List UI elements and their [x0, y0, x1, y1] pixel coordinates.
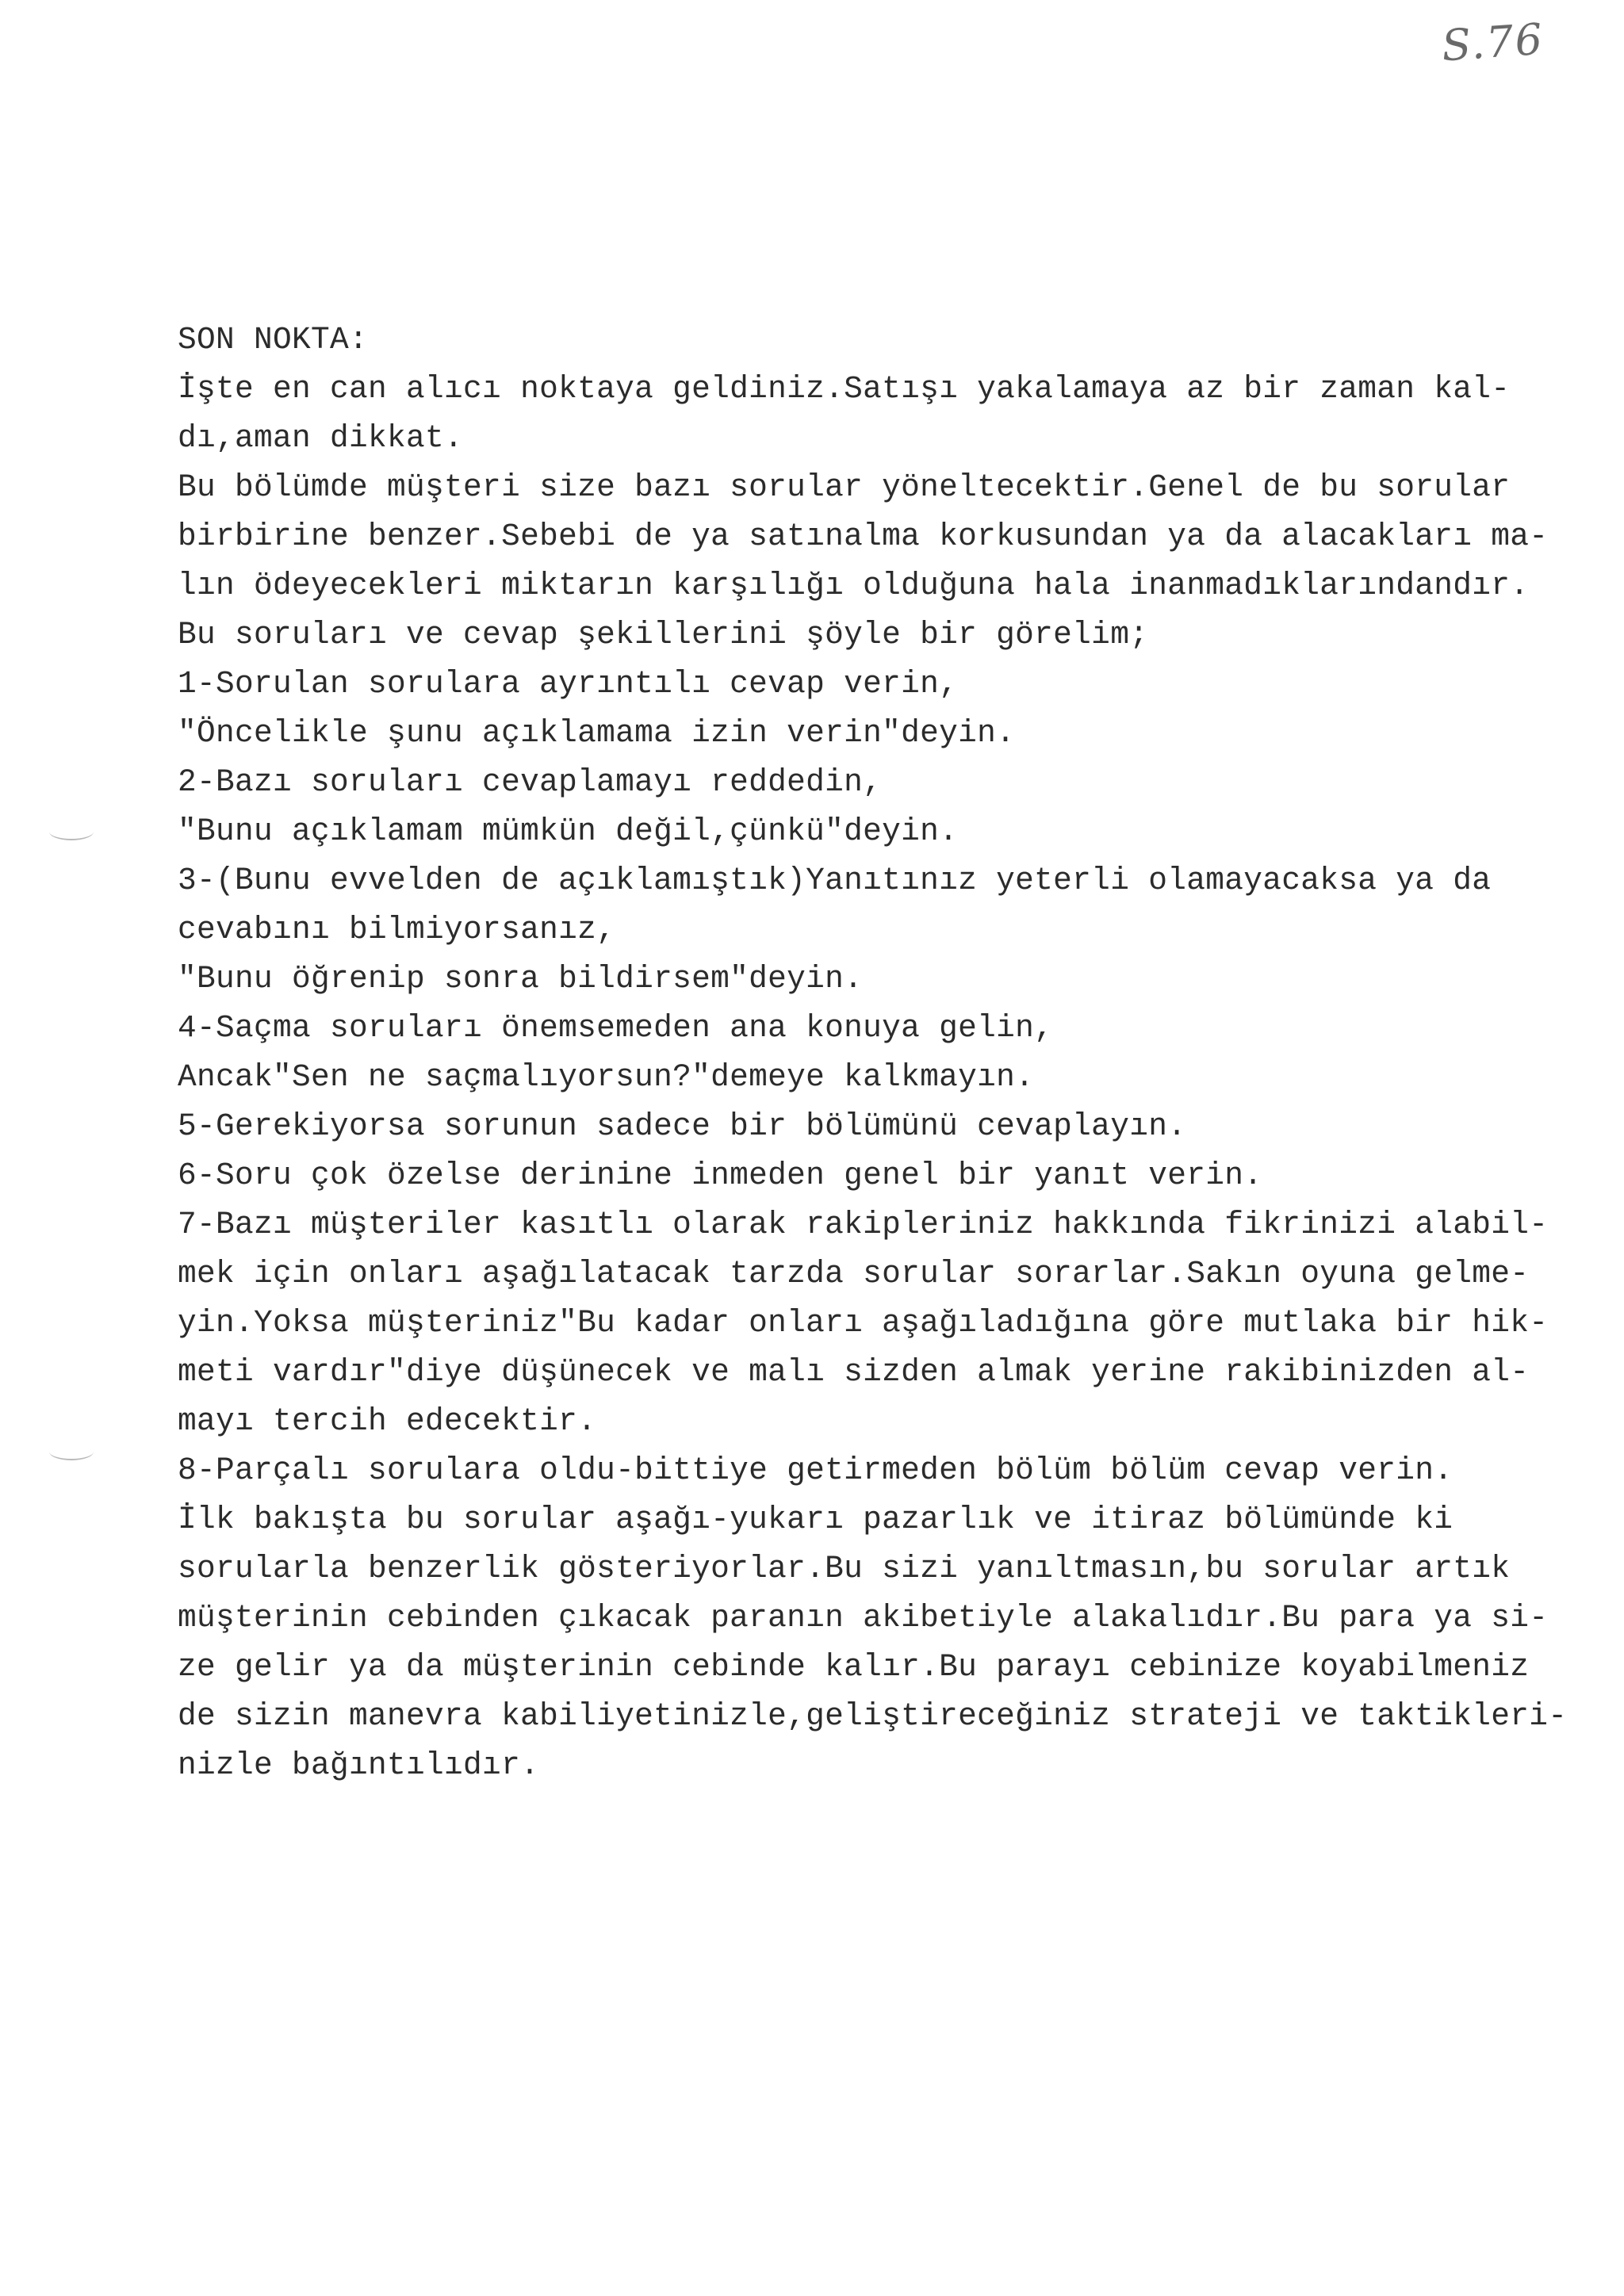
text-line: "Bunu öğrenip sonra bildirsem"deyin.: [178, 961, 864, 997]
text-line: de sizin manevra kabiliyetinizle,geliştireceğiniz strateji ve taktikleri-: [178, 1698, 1568, 1734]
text-line: meti vardır"diye düşünecek ve malı sizden almak yerine rakibinizden al-: [178, 1354, 1530, 1390]
text-line: 6-Soru çok özelse derinine inmeden genel bir yanıt verin.: [178, 1158, 1263, 1193]
text-line: İlk bakışta bu sorular aşağı-yukarı pazarlık ve itiraz bölümünde ki: [178, 1502, 1454, 1537]
text-line: 4-Saçma soruları önemsemeden ana konuya gelin,: [178, 1010, 1054, 1046]
text-line: 2-Bazı soruları cevaplamayı reddedin,: [178, 764, 883, 800]
text-line: sorularla benzerlik gösteriyorlar.Bu sizi yanıltmasın,bu sorular artık: [178, 1551, 1511, 1586]
text-line: "Bunu açıklamam mümkün değil,çünkü"deyin.: [178, 813, 959, 849]
section-title: SON NOKTA:: [178, 322, 369, 358]
text-line: nizle bağıntılıdır.: [178, 1747, 540, 1783]
text-line: müşterinin cebinden çıkacak paranın akibetiyle alakalıdır.Bu para ya si-: [178, 1600, 1549, 1636]
text-line: birbirine benzer.Sebebi de ya satınalma korkusundan ya da alacakları ma-: [178, 519, 1549, 554]
text-line: "Öncelikle şunu açıklamama izin verin"deyin.: [178, 715, 1016, 751]
punch-hole-mark-lower: [49, 1443, 94, 1460]
text-line: 7-Bazı müşteriler kasıtlı olarak rakipleriniz hakkında fikrinizi alabil-: [178, 1207, 1549, 1242]
punch-hole-mark-upper: [49, 823, 94, 840]
text-line: 1-Sorulan sorulara ayrıntılı cevap verin,: [178, 666, 959, 702]
document-body: [178, 316, 1605, 1790]
text-line: Bu soruları ve cevap şekillerini şöyle bir görelim;: [178, 617, 1149, 652]
text-line: ze gelir ya da müşterinin cebinde kalır.Bu parayı cebinize koyabilmeniz: [178, 1649, 1530, 1685]
text-line: mek için onları aşağılatacak tarzda sorular sorarlar.Sakın oyuna gelme-: [178, 1256, 1530, 1292]
text-line: mayı tercih edecektir.: [178, 1403, 597, 1439]
text-line: Ancak"Sen ne saçmalıyorsun?"demeye kalkmayın.: [178, 1059, 1035, 1095]
text-line: Bu bölümde müşteri size bazı sorular yöneltecektir.Genel de bu sorular: [178, 469, 1511, 505]
text-line: yin.Yoksa müşteriniz"Bu kadar onları aşağıladığına göre mutlaka bir hik-: [178, 1305, 1549, 1341]
text-line: lın ödeyecekleri miktarın karşılığı olduğuna hala inanmadıklarındandır.: [178, 568, 1530, 603]
handwritten-page-number: S.76: [1439, 13, 1545, 71]
text-line: 8-Parçalı sorulara oldu-bittiye getirmeden bölüm bölüm cevap verin.: [178, 1452, 1454, 1488]
text-line: 5-Gerekiyorsa sorunun sadece bir bölümünü cevaplayın.: [178, 1108, 1187, 1144]
text-line: 3-(Bunu evvelden de açıklamıştık)Yanıtınız yeterli olamayacaksa ya da: [178, 863, 1492, 898]
text-line: cevabını bilmiyorsanız,: [178, 912, 616, 947]
text-line: İşte en can alıcı noktaya geldiniz.Satışı yakalamaya az bir zaman kal-: [178, 371, 1511, 407]
text-line: dı,aman dikkat.: [178, 420, 464, 456]
